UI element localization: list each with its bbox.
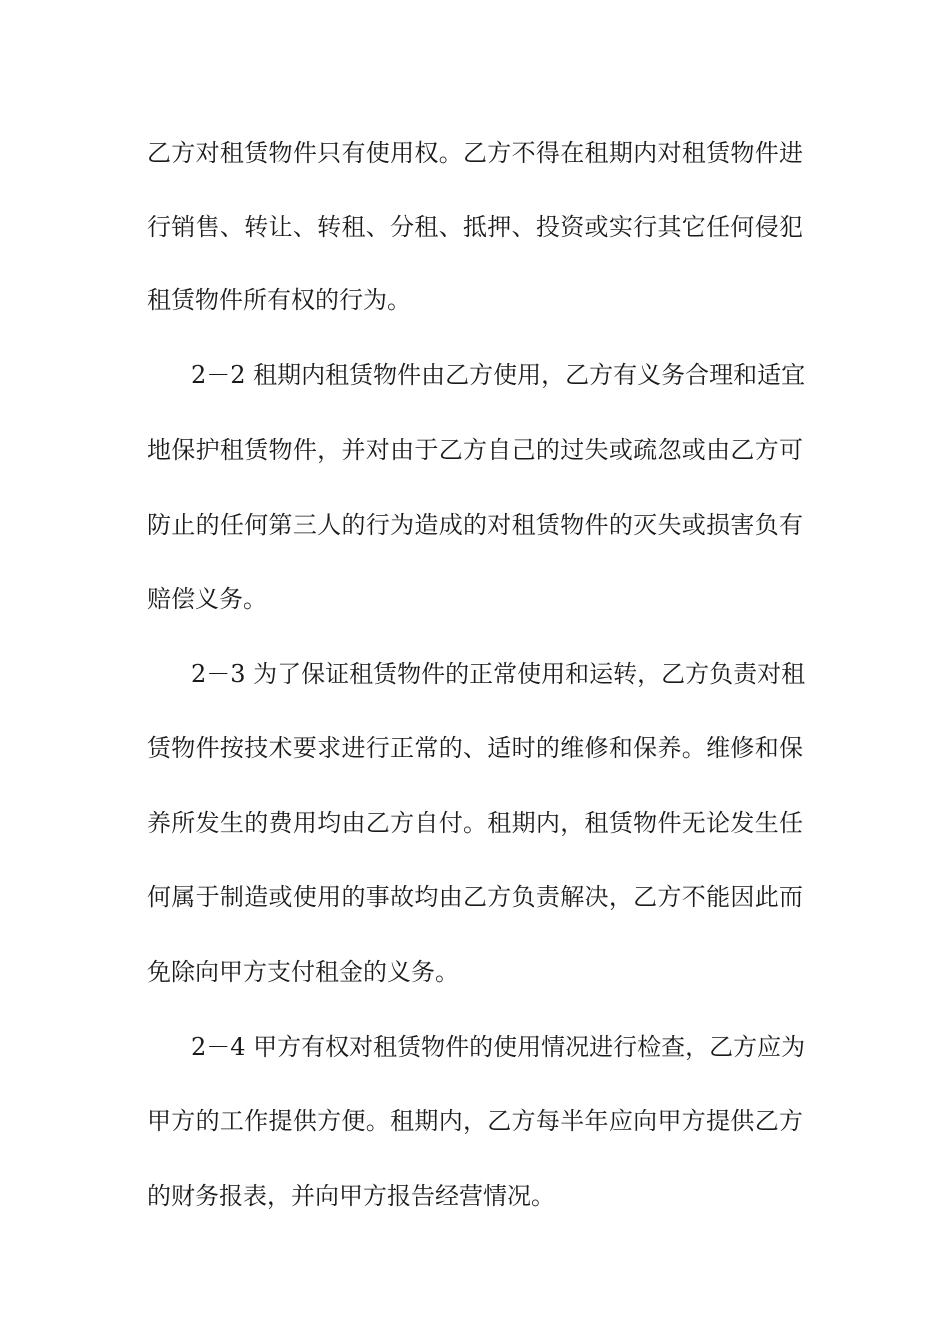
text-line: 甲方的工作提供方便。租期内，乙方每半年应向甲方提供乙方 (147, 1107, 803, 1135)
text-line: 的财务报表，并向甲方报告经营情况。 (147, 1182, 555, 1210)
text-line: 行销售、转让、转租、分租、抵押、投资或实行其它任何侵犯 (147, 213, 803, 241)
text-line: 免除向甲方支付租金的义务。 (147, 958, 459, 986)
text-line: 赁物件按技术要求进行正常的、适时的维修和保养。维修和保 (147, 734, 803, 762)
text-line: 租赁物件所有权的行为。 (147, 286, 411, 314)
text-line: 防止的任何第三人的行为造成的对租赁物件的灭失或损害负有 (147, 511, 803, 539)
text-line: 乙方对租赁物件只有使用权。乙方不得在租期内对租赁物件进 (147, 139, 803, 167)
text-line: 赔偿义务。 (147, 585, 267, 613)
text-line: 养所发生的费用均由乙方自付。租期内，租赁物件无论发生任 (147, 809, 803, 837)
paragraph-2-2-first-line: 2－2 租期内租赁物件由乙方使用，乙方有义务合理和适宜 (191, 361, 806, 389)
paragraph-2-3-first-line: 2－3 为了保证租赁物件的正常使用和运转，乙方负责对租 (191, 660, 806, 688)
text-line: 何属于制造或使用的事故均由乙方负责解决，乙方不能因此而 (147, 883, 803, 911)
text-line: 地保护租赁物件，并对由于乙方自己的过失或疏忽或由乙方可 (147, 436, 803, 464)
paragraph-2-4-first-line: 2－4 甲方有权对租赁物件的使用情况进行检查，乙方应为 (191, 1033, 806, 1061)
